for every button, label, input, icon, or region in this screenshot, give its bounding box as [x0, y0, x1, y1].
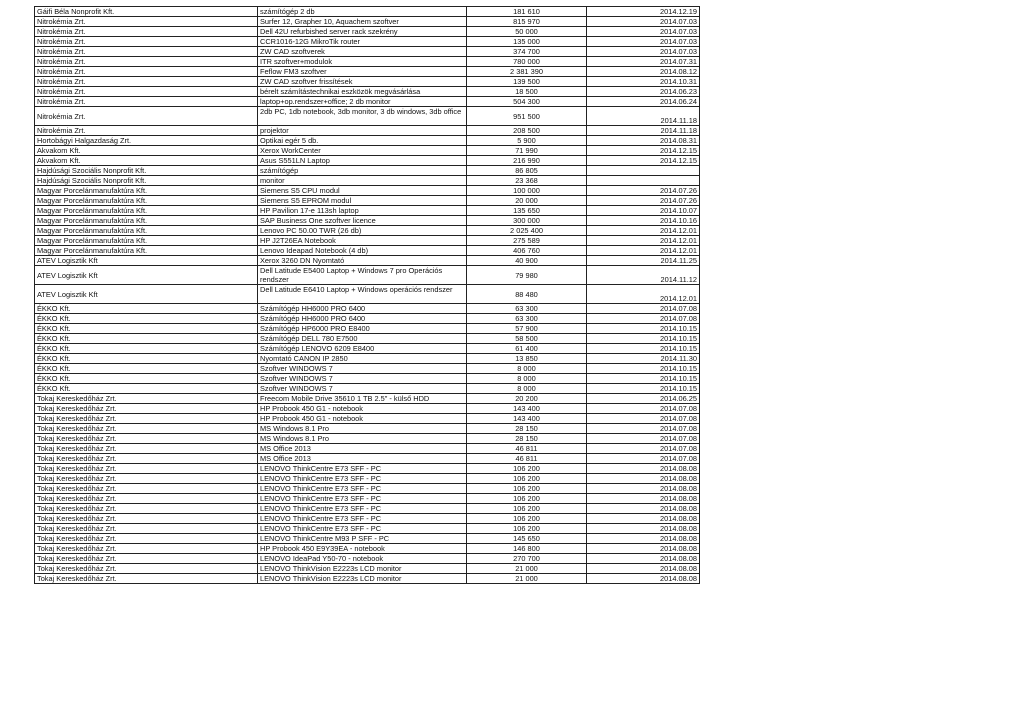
amount-cell: 135 000	[467, 37, 587, 47]
table-row	[35, 67, 700, 77]
amount-cell: 50 000	[467, 27, 587, 37]
table-row	[35, 514, 700, 524]
table-row	[35, 524, 700, 534]
amount-cell: 270 700	[467, 554, 587, 564]
amount-cell: 8 000	[467, 364, 587, 374]
table-row	[35, 176, 700, 186]
item-cell: Siemens S5 CPU modul	[258, 186, 467, 196]
date-cell: 2014.12.15	[587, 156, 700, 166]
item-cell: MS Office 2013	[258, 444, 467, 454]
amount-cell: 106 200	[467, 464, 587, 474]
amount-cell: 58 500	[467, 334, 587, 344]
amount-cell: 88 480	[467, 285, 587, 304]
item-cell: Surfer 12, Grapher 10, Aquachem szoftver	[258, 17, 467, 27]
amount-cell: 71 990	[467, 146, 587, 156]
company-cell: Magyar Porcelánmanufaktúra Kft.	[35, 246, 258, 256]
table-row	[35, 574, 700, 584]
date-cell: 2014.08.08	[587, 474, 700, 484]
company-cell: Tokaj Kereskedőház Zrt.	[35, 574, 258, 584]
company-cell: Tokaj Kereskedőház Zrt.	[35, 544, 258, 554]
date-cell: 2014.08.08	[587, 494, 700, 504]
amount-cell: 275 589	[467, 236, 587, 246]
item-cell: Szoftver WINDOWS 7	[258, 384, 467, 394]
table-row	[35, 534, 700, 544]
amount-cell: 86 805	[467, 166, 587, 176]
item-cell: Lenovo PC 50.00 TWR (26 db)	[258, 226, 467, 236]
company-cell: Nitrokémia Zrt.	[35, 97, 258, 107]
company-cell: Tokaj Kereskedőház Zrt.	[35, 514, 258, 524]
amount-cell: 8 000	[467, 384, 587, 394]
item-cell: Asus S551LN Laptop	[258, 156, 467, 166]
date-cell: 2014.11.18	[587, 126, 700, 136]
item-cell: Nyomtató CANON IP 2850	[258, 354, 467, 364]
date-cell: 2014.10.15	[587, 374, 700, 384]
item-cell: HP Probook 450 G1 - notebook	[258, 404, 467, 414]
company-cell: Tokaj Kereskedőház Zrt.	[35, 424, 258, 434]
date-cell: 2014.07.08	[587, 404, 700, 414]
company-cell: Tokaj Kereskedőház Zrt.	[35, 404, 258, 414]
item-cell: LENOVO ThinkCentre E73 SFF - PC	[258, 464, 467, 474]
item-cell: LENOVO ThinkCentre E73 SFF - PC	[258, 474, 467, 484]
date-cell: 2014.07.08	[587, 444, 700, 454]
amount-cell: 63 300	[467, 304, 587, 314]
item-cell: laptop+op.rendszer+office; 2 db monitor	[258, 97, 467, 107]
item-cell: Dell Latitude E6410 Laptop + Windows operációs rendszer	[258, 285, 467, 304]
date-cell: 2014.10.16	[587, 216, 700, 226]
date-cell: 2014.06.25	[587, 394, 700, 404]
company-cell: Tokaj Kereskedőház Zrt.	[35, 414, 258, 424]
table-row	[35, 97, 700, 107]
table-row	[35, 146, 700, 156]
amount-cell: 146 800	[467, 544, 587, 554]
company-cell: Nitrokémia Zrt.	[35, 107, 258, 126]
company-cell: Tokaj Kereskedőház Zrt.	[35, 444, 258, 454]
company-cell: Nitrokémia Zrt.	[35, 27, 258, 37]
item-cell: Dell Latitude E5400 Laptop + Windows 7 pro Operációs rendszer	[258, 266, 467, 285]
company-cell: ÉKKO Kft.	[35, 344, 258, 354]
table-row	[35, 166, 700, 176]
table-row	[35, 156, 700, 166]
table-row	[35, 554, 700, 564]
date-cell: 2014.08.08	[587, 484, 700, 494]
date-cell: 2014.12.01	[587, 236, 700, 246]
table-row	[35, 424, 700, 434]
company-cell: ÉKKO Kft.	[35, 314, 258, 324]
date-cell: 2014.12.15	[587, 146, 700, 156]
item-cell: HP Probook 450 G1 - notebook	[258, 414, 467, 424]
item-cell: Siemens S5 EPROM modul	[258, 196, 467, 206]
amount-cell: 406 760	[467, 246, 587, 256]
company-cell: ÉKKO Kft.	[35, 364, 258, 374]
amount-cell: 5 900	[467, 136, 587, 146]
date-cell: 2014.06.23	[587, 87, 700, 97]
item-cell: Feflow FM3 szoftver	[258, 67, 467, 77]
date-cell: 2014.07.03	[587, 37, 700, 47]
item-cell: ITR szoftver+modulok	[258, 57, 467, 67]
item-cell: MS Windows 8.1 Pro	[258, 434, 467, 444]
company-cell: Nitrokémia Zrt.	[35, 87, 258, 97]
amount-cell: 61 400	[467, 344, 587, 354]
item-cell: monitor	[258, 176, 467, 186]
table-row	[35, 354, 700, 364]
table-row	[35, 414, 700, 424]
table-row	[35, 17, 700, 27]
date-cell: 2014.06.24	[587, 97, 700, 107]
table-row	[35, 77, 700, 87]
amount-cell: 20 000	[467, 196, 587, 206]
company-cell: ATEV Logisztik Kft	[35, 256, 258, 266]
item-cell: Szoftver WINDOWS 7	[258, 364, 467, 374]
company-cell: Nitrokémia Zrt.	[35, 126, 258, 136]
date-cell: 2014.12.01	[587, 226, 700, 236]
amount-cell: 780 000	[467, 57, 587, 67]
amount-cell: 28 150	[467, 434, 587, 444]
item-cell: számítógép 2 db	[258, 7, 467, 17]
date-cell: 2014.08.08	[587, 514, 700, 524]
amount-cell: 46 811	[467, 444, 587, 454]
date-cell: 2014.10.15	[587, 344, 700, 354]
table-row	[35, 47, 700, 57]
item-cell: CCR1016-12G MikroTik router	[258, 37, 467, 47]
amount-cell: 181 610	[467, 7, 587, 17]
item-cell: projektor	[258, 126, 467, 136]
amount-cell: 106 200	[467, 504, 587, 514]
date-cell: 2014.10.15	[587, 334, 700, 344]
item-cell: Xerox WorkCenter	[258, 146, 467, 156]
date-cell: 2014.07.26	[587, 196, 700, 206]
date-cell: 2014.07.08	[587, 454, 700, 464]
item-cell: HP Pavilion 17-e 113sh laptop	[258, 206, 467, 216]
table-row	[35, 384, 700, 394]
amount-cell: 106 200	[467, 514, 587, 524]
item-cell: LENOVO ThinkCentre E73 SFF - PC	[258, 524, 467, 534]
amount-cell: 18 500	[467, 87, 587, 97]
item-cell: Lenovo Ideapad Notebook (4 db)	[258, 246, 467, 256]
date-cell: 2014.11.25	[587, 256, 700, 266]
table-row	[35, 504, 700, 514]
amount-cell: 216 990	[467, 156, 587, 166]
item-cell: Dell 42U refurbished server rack szekrény	[258, 27, 467, 37]
table-row	[35, 206, 700, 216]
date-cell: 2014.07.08	[587, 414, 700, 424]
company-cell: Tokaj Kereskedőház Zrt.	[35, 504, 258, 514]
table-row	[35, 374, 700, 384]
item-cell: LENOVO ThinkCentre E73 SFF - PC	[258, 504, 467, 514]
company-cell: ATEV Logisztik Kft	[35, 285, 258, 304]
company-cell: Magyar Porcelánmanufaktúra Kft.	[35, 196, 258, 206]
date-cell: 2014.08.08	[587, 524, 700, 534]
amount-cell: 21 000	[467, 574, 587, 584]
amount-cell: 208 500	[467, 126, 587, 136]
item-cell: számítógép	[258, 166, 467, 176]
date-cell: 2014.07.26	[587, 186, 700, 196]
amount-cell: 145 650	[467, 534, 587, 544]
table-row	[35, 404, 700, 414]
table-row	[35, 216, 700, 226]
table-row	[35, 434, 700, 444]
date-cell: 2014.12.01	[587, 285, 700, 304]
company-cell: Hajdúsági Szociális Nonprofit Kft.	[35, 166, 258, 176]
company-cell: ÉKKO Kft.	[35, 384, 258, 394]
table-row	[35, 464, 700, 474]
item-cell: LENOVO ThinkCentre E73 SFF - PC	[258, 514, 467, 524]
item-cell: Számítógép HH6000 PRO 6400	[258, 314, 467, 324]
table-row	[35, 334, 700, 344]
company-cell: Tokaj Kereskedőház Zrt.	[35, 484, 258, 494]
item-cell: ZW CAD szoftverek	[258, 47, 467, 57]
item-cell: LENOVO ThinkVision E2223s LCD monitor	[258, 564, 467, 574]
company-cell: ÉKKO Kft.	[35, 324, 258, 334]
date-cell: 2014.11.30	[587, 354, 700, 364]
item-cell: LENOVO ThinkVision E2223s LCD monitor	[258, 574, 467, 584]
company-cell: ÉKKO Kft.	[35, 354, 258, 364]
date-cell: 2014.07.31	[587, 57, 700, 67]
table-row	[35, 364, 700, 374]
table-row	[35, 285, 700, 304]
item-cell: Xerox 3260 DN Nyomtató	[258, 256, 467, 266]
amount-cell: 106 200	[467, 524, 587, 534]
company-cell: Akvakom Kft.	[35, 156, 258, 166]
company-cell: Magyar Porcelánmanufaktúra Kft.	[35, 236, 258, 246]
amount-cell: 46 811	[467, 454, 587, 464]
table-row	[35, 544, 700, 554]
amount-cell: 143 400	[467, 404, 587, 414]
table-row	[35, 564, 700, 574]
company-cell: ÉKKO Kft.	[35, 304, 258, 314]
date-cell: 2014.08.08	[587, 554, 700, 564]
date-cell: 2014.10.15	[587, 364, 700, 374]
table-row	[35, 57, 700, 67]
company-cell: Tokaj Kereskedőház Zrt.	[35, 554, 258, 564]
date-cell: 2014.08.08	[587, 564, 700, 574]
date-cell: 2014.11.18	[587, 107, 700, 126]
amount-cell: 106 200	[467, 474, 587, 484]
item-cell: Optikai egér 5 db.	[258, 136, 467, 146]
date-cell: 2014.12.01	[587, 246, 700, 256]
amount-cell: 139 500	[467, 77, 587, 87]
company-cell: Tokaj Kereskedőház Zrt.	[35, 524, 258, 534]
company-cell: Nitrokémia Zrt.	[35, 17, 258, 27]
date-cell	[587, 166, 700, 176]
company-cell: Nitrokémia Zrt.	[35, 57, 258, 67]
date-cell: 2014.07.03	[587, 17, 700, 27]
purchase-table	[34, 6, 700, 584]
table-row	[35, 304, 700, 314]
amount-cell: 951 500	[467, 107, 587, 126]
table-row	[35, 87, 700, 97]
item-cell: ZW CAD szoftver frissítések	[258, 77, 467, 87]
amount-cell: 2 381 390	[467, 67, 587, 77]
item-cell: 2db PC, 1db notebook, 3db monitor, 3 db windows, 3db office	[258, 107, 467, 126]
date-cell: 2014.07.08	[587, 304, 700, 314]
item-cell: MS Office 2013	[258, 454, 467, 464]
company-cell: Magyar Porcelánmanufaktúra Kft.	[35, 216, 258, 226]
amount-cell: 28 150	[467, 424, 587, 434]
date-cell: 2014.08.12	[587, 67, 700, 77]
table-row	[35, 27, 700, 37]
company-cell: Nitrokémia Zrt.	[35, 37, 258, 47]
table-row	[35, 474, 700, 484]
item-cell: LENOVO IdeaPad Y50-70 - notebook	[258, 554, 467, 564]
purchase-table-body	[35, 7, 700, 584]
date-cell: 2014.10.07	[587, 206, 700, 216]
table-row	[35, 136, 700, 146]
amount-cell: 504 300	[467, 97, 587, 107]
date-cell: 2014.10.15	[587, 324, 700, 334]
company-cell: Tokaj Kereskedőház Zrt.	[35, 534, 258, 544]
table-row	[35, 484, 700, 494]
table-row	[35, 236, 700, 246]
item-cell: Számítógép HP6000 PRO E8400	[258, 324, 467, 334]
date-cell: 2014.07.08	[587, 434, 700, 444]
item-cell: SAP Business One szoftver licence	[258, 216, 467, 226]
company-cell: Tokaj Kereskedőház Zrt.	[35, 394, 258, 404]
table-row	[35, 37, 700, 47]
company-cell: Tokaj Kereskedőház Zrt.	[35, 494, 258, 504]
date-cell: 2014.07.03	[587, 47, 700, 57]
amount-cell: 135 650	[467, 206, 587, 216]
amount-cell: 20 200	[467, 394, 587, 404]
date-cell	[587, 176, 700, 186]
company-cell: Tokaj Kereskedőház Zrt.	[35, 474, 258, 484]
item-cell: Freecom Mobile Drive 35610 1 TB 2.5" - külső HDD	[258, 394, 467, 404]
date-cell: 2014.08.08	[587, 504, 700, 514]
date-cell: 2014.08.08	[587, 544, 700, 554]
table-row	[35, 344, 700, 354]
amount-cell: 23 368	[467, 176, 587, 186]
company-cell: ÉKKO Kft.	[35, 334, 258, 344]
company-cell: Nitrokémia Zrt.	[35, 77, 258, 87]
amount-cell: 106 200	[467, 484, 587, 494]
amount-cell: 57 900	[467, 324, 587, 334]
table-row	[35, 186, 700, 196]
amount-cell: 100 000	[467, 186, 587, 196]
company-cell: Magyar Porcelánmanufaktúra Kft.	[35, 186, 258, 196]
date-cell: 2014.07.03	[587, 27, 700, 37]
company-cell: Tokaj Kereskedőház Zrt.	[35, 454, 258, 464]
table-row	[35, 256, 700, 266]
amount-cell: 40 900	[467, 256, 587, 266]
table-row	[35, 7, 700, 17]
item-cell: Számítógép DELL 780 E7500	[258, 334, 467, 344]
company-cell: Magyar Porcelánmanufaktúra Kft.	[35, 206, 258, 216]
table-row	[35, 107, 700, 126]
table-row	[35, 394, 700, 404]
item-cell: MS Windows 8.1 Pro	[258, 424, 467, 434]
table-row	[35, 246, 700, 256]
company-cell: Hajdúsági Szociális Nonprofit Kft.	[35, 176, 258, 186]
item-cell: Szoftver WINDOWS 7	[258, 374, 467, 384]
date-cell: 2014.11.12	[587, 266, 700, 285]
item-cell: LENOVO ThinkCentre E73 SFF - PC	[258, 484, 467, 494]
company-cell: Gáifi Béla Nonprofit Kft.	[35, 7, 258, 17]
table-row	[35, 324, 700, 334]
table-row	[35, 494, 700, 504]
company-cell: Nitrokémia Zrt.	[35, 67, 258, 77]
company-cell: Tokaj Kereskedőház Zrt.	[35, 434, 258, 444]
company-cell: Nitrokémia Zrt.	[35, 47, 258, 57]
table-row	[35, 226, 700, 236]
company-cell: ÉKKO Kft.	[35, 374, 258, 384]
company-cell: Magyar Porcelánmanufaktúra Kft.	[35, 226, 258, 236]
company-cell: Tokaj Kereskedőház Zrt.	[35, 564, 258, 574]
amount-cell: 13 850	[467, 354, 587, 364]
date-cell: 2014.08.31	[587, 136, 700, 146]
amount-cell: 143 400	[467, 414, 587, 424]
date-cell: 2014.07.08	[587, 314, 700, 324]
table-row	[35, 444, 700, 454]
amount-cell: 300 000	[467, 216, 587, 226]
date-cell: 2014.10.31	[587, 77, 700, 87]
date-cell: 2014.08.08	[587, 534, 700, 544]
amount-cell: 374 700	[467, 47, 587, 57]
item-cell: Számítógép HH6000 PRO 6400	[258, 304, 467, 314]
table-row	[35, 314, 700, 324]
date-cell: 2014.08.08	[587, 464, 700, 474]
item-cell: Számítógép LENOVO 6209 E8400	[258, 344, 467, 354]
amount-cell: 2 025 400	[467, 226, 587, 236]
company-cell: ATEV Logisztik Kft	[35, 266, 258, 285]
date-cell: 2014.07.08	[587, 424, 700, 434]
amount-cell: 63 300	[467, 314, 587, 324]
date-cell: 2014.12.19	[587, 7, 700, 17]
item-cell: LENOVO ThinkCentre M93 P SFF - PC	[258, 534, 467, 544]
amount-cell: 8 000	[467, 374, 587, 384]
company-cell: Hortobágyi Halgazdaság Zrt.	[35, 136, 258, 146]
company-cell: Tokaj Kereskedőház Zrt.	[35, 464, 258, 474]
date-cell: 2014.10.15	[587, 384, 700, 394]
item-cell: LENOVO ThinkCentre E73 SFF - PC	[258, 494, 467, 504]
item-cell: HP J2T26EA Notebook	[258, 236, 467, 246]
amount-cell: 106 200	[467, 494, 587, 504]
company-cell: Akvakom Kft.	[35, 146, 258, 156]
table-row	[35, 454, 700, 464]
amount-cell: 79 980	[467, 266, 587, 285]
amount-cell: 21 000	[467, 564, 587, 574]
table-row	[35, 266, 700, 285]
amount-cell: 815 970	[467, 17, 587, 27]
item-cell: bérelt számítástechnikai eszközök megvásárlása	[258, 87, 467, 97]
item-cell: HP Probook 450 E9Y39EA - notebook	[258, 544, 467, 554]
table-row	[35, 126, 700, 136]
table-row	[35, 196, 700, 206]
date-cell: 2014.08.08	[587, 574, 700, 584]
